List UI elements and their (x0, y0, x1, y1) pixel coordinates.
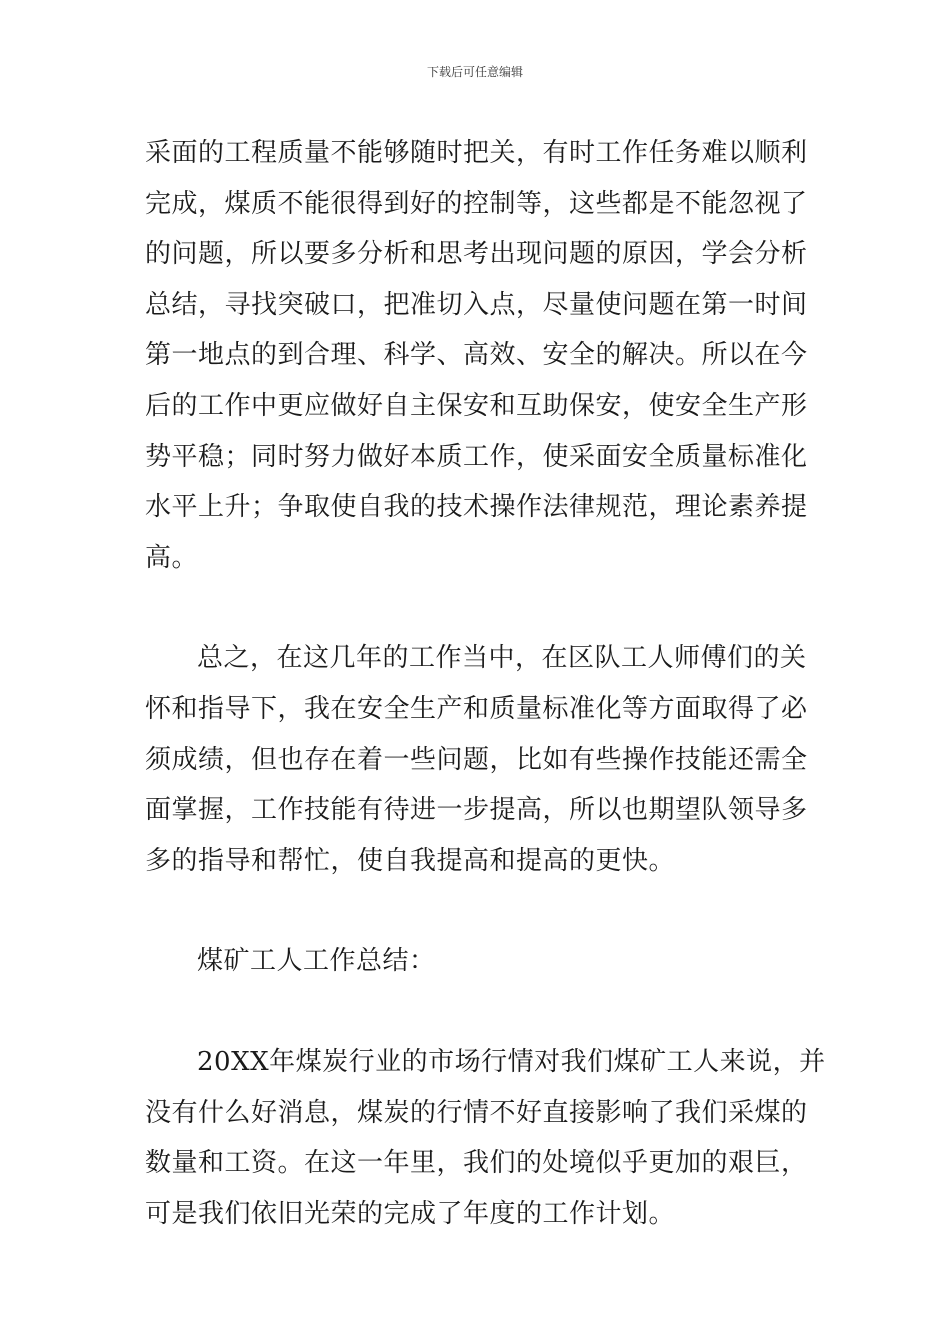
text-line: 20XX年煤炭行业的市场行情对我们煤矿工人来说，并 (197, 1046, 826, 1077)
text-line: 势平稳；同时努力做好本质工作，使采面安全质量标准化 (145, 441, 808, 472)
paragraph-1 (145, 128, 809, 583)
text-line: 水平上升；争取使自我的技术操作法律规范，理论素养提 (145, 492, 808, 523)
text-line: 采面的工程质量不能够随时把关，有时工作任务难以顺利 (145, 138, 808, 168)
text-line: 须成绩，但也存在着一些问题，比如有些操作技能还需全 (145, 744, 808, 775)
page-header: 下载后可任意编辑 (426, 65, 523, 79)
text-line: 多的指导和帮忙，使自我提高和提高的更快。 (145, 845, 676, 876)
text-line: 怀和指导下，我在安全生产和质量标准化等方面取得了必 (145, 693, 808, 724)
text-line: 煤矿工人工作总结： (197, 946, 436, 977)
text-line: 高。 (145, 542, 199, 573)
text-line: 完成，煤质不能很得到好的控制等，这些都是不能忽视了 (145, 188, 808, 219)
text-line: 没有什么好消息，煤炭的行情不好直接影响了我们采煤的 (145, 1097, 808, 1128)
paragraph-spacer (145, 583, 809, 633)
text-line: 可是我们依旧光荣的完成了年度的工作计划。 (145, 1198, 676, 1229)
text-line: 的问题，所以要多分析和思考出现问题的原因，学会分析 (145, 239, 808, 270)
paragraph-spacer (145, 987, 809, 1037)
text-line: 数量和工资。在这一年里，我们的处境似乎更加的艰巨， (145, 1148, 808, 1179)
paragraph-spacer (145, 886, 809, 936)
document-body (145, 128, 826, 1239)
paragraph-3 (145, 1037, 826, 1239)
text-line: 后的工作中更应做好自主保安和互助保安，使安全生产形 (145, 390, 808, 421)
text-line: 总结，寻找突破口，把准切入点，尽量使问题在第一时间 (145, 289, 808, 320)
text-line: 面掌握，工作技能有待进一步提高，所以也期望队领导多 (145, 795, 808, 826)
text-line: 总之，在这几年的工作当中，在区队工人师傅们的关 (197, 643, 807, 674)
paragraph-2 (145, 633, 809, 886)
text-line: 第一地点的到合理、科学、高效、安全的解决。所以在今 (145, 340, 808, 371)
section-heading (145, 936, 809, 987)
